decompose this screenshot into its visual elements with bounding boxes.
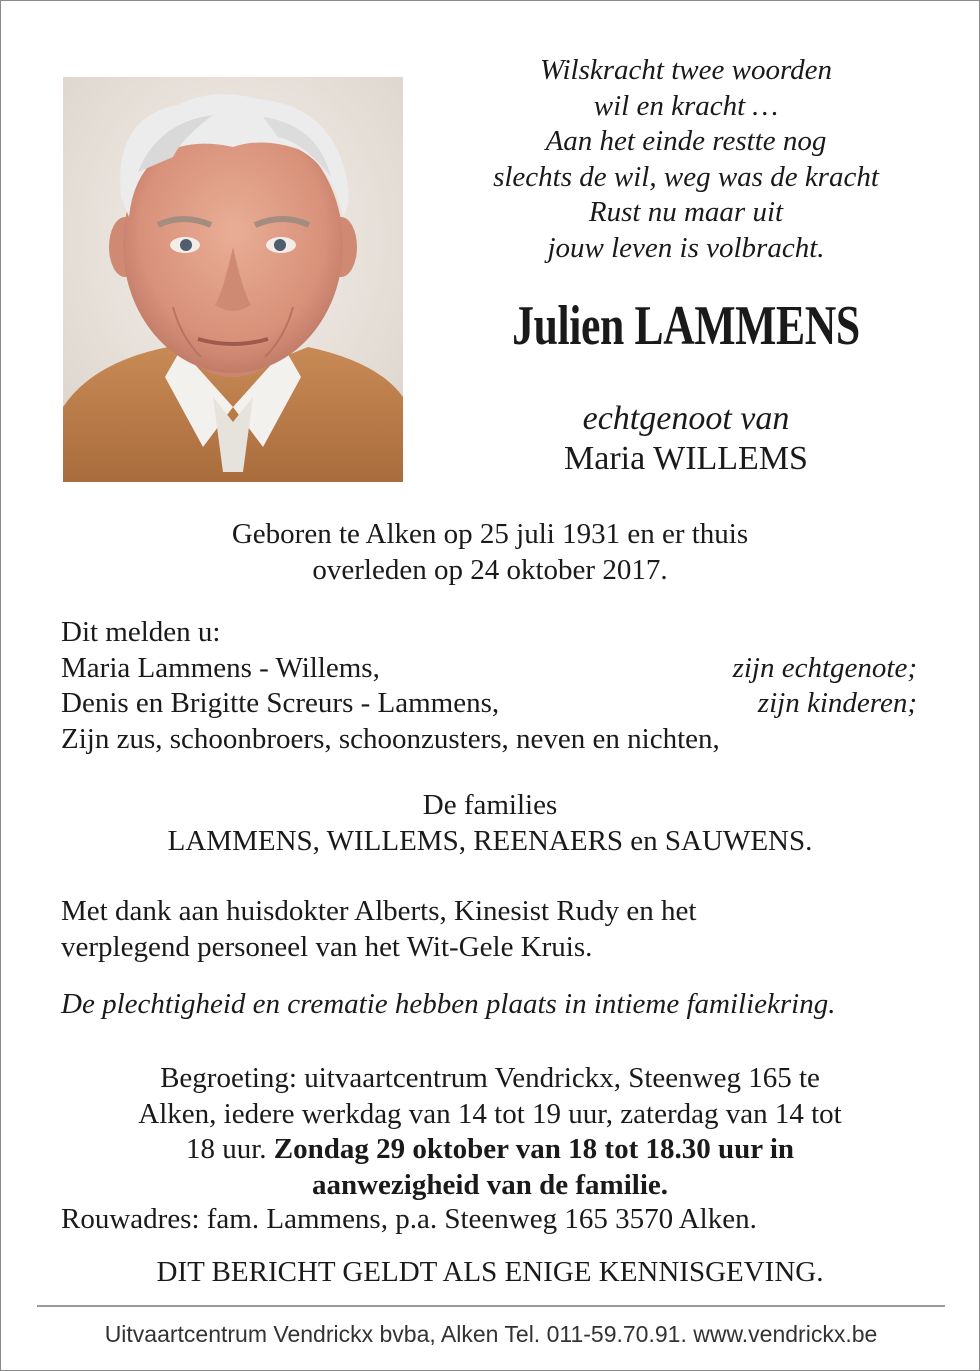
thanks-line: verplegend personeel van het Wit-Gele Kruis. bbox=[61, 930, 593, 963]
death-line: overleden op 24 oktober 2017. bbox=[312, 553, 668, 586]
birth-death-info bbox=[61, 517, 919, 588]
announcement-intro: Dit melden u: bbox=[61, 616, 221, 648]
poem-line: wil en kracht … bbox=[593, 89, 779, 122]
visitation-line bbox=[57, 1132, 923, 1168]
poem-line: slechts de wil, weg was de kracht bbox=[493, 160, 879, 193]
visitation-line bbox=[57, 1168, 923, 1204]
other-relatives: Zijn zus, schoonbroers, schoonzusters, neven en nichten, bbox=[61, 722, 720, 755]
portrait-image bbox=[63, 77, 403, 482]
families bbox=[61, 788, 919, 859]
announcement-row bbox=[61, 651, 917, 687]
visitation-plain: 18 uur. bbox=[185, 1133, 274, 1165]
poem-line: Aan het einde restte nog bbox=[545, 125, 827, 157]
poem-line: Wilskracht twee woorden bbox=[539, 54, 833, 86]
visitation-info bbox=[57, 1061, 923, 1203]
visitation-line: Begroeting: uitvaartcentrum Vendrickx, Steenweg 165 te bbox=[160, 1062, 820, 1094]
birth-line: Geboren te Alken op 25 juli 1931 en er thuis bbox=[231, 518, 749, 550]
portrait-photo bbox=[63, 77, 403, 482]
relative-relation: zijn echtgenote; bbox=[732, 651, 917, 684]
announcement-row bbox=[61, 686, 917, 722]
visitation-line: Alken, iedere werkdag van 14 tot 19 uur, zaterdag van 14 tot bbox=[138, 1097, 842, 1130]
announcement bbox=[61, 615, 917, 757]
thanks-line: Met dank aan huisdokter Alberts, Kinesist Rudy en het bbox=[61, 895, 697, 927]
thanks bbox=[61, 894, 919, 965]
relative-names: Maria Lammens - Willems, bbox=[61, 651, 380, 684]
families-heading: De families bbox=[422, 789, 558, 821]
footer: Uitvaartcentrum Vendrickx bvba, Alken Tel. 011-59.70.91. www.vendrickx.be bbox=[104, 1321, 878, 1347]
spouse-name: Maria WILLEMS bbox=[564, 440, 808, 477]
poem bbox=[431, 53, 941, 266]
relative-names: Denis en Brigitte Screurs - Lammens, bbox=[61, 687, 500, 719]
families-names: LAMMENS, WILLEMS, REENAERS en SAUWENS. bbox=[167, 824, 813, 857]
spouse-relation: echtgenoot van bbox=[582, 400, 790, 437]
ceremony-note: De plechtigheid en crematie hebben plaats in intieme familiekring. bbox=[61, 988, 836, 1020]
visitation-bold: Zondag 29 oktober van 18 tot 18.30 uur in bbox=[273, 1133, 795, 1165]
poem-line: jouw leven is volbracht. bbox=[547, 231, 825, 264]
divider bbox=[37, 1305, 945, 1307]
relative-relation: zijn kinderen; bbox=[757, 687, 917, 719]
mourning-address: Rouwadres: fam. Lammens, p.a. Steenweg 165 3570 Alken. bbox=[61, 1203, 757, 1235]
notice: DIT BERICHT GELDT ALS ENIGE KENNISGEVING. bbox=[156, 1256, 824, 1288]
visitation-bold: aanwezigheid van de familie. bbox=[311, 1168, 669, 1201]
deceased-name: Julien LAMMENS bbox=[512, 295, 860, 357]
poem-line: Rust nu maar uit bbox=[588, 196, 784, 228]
